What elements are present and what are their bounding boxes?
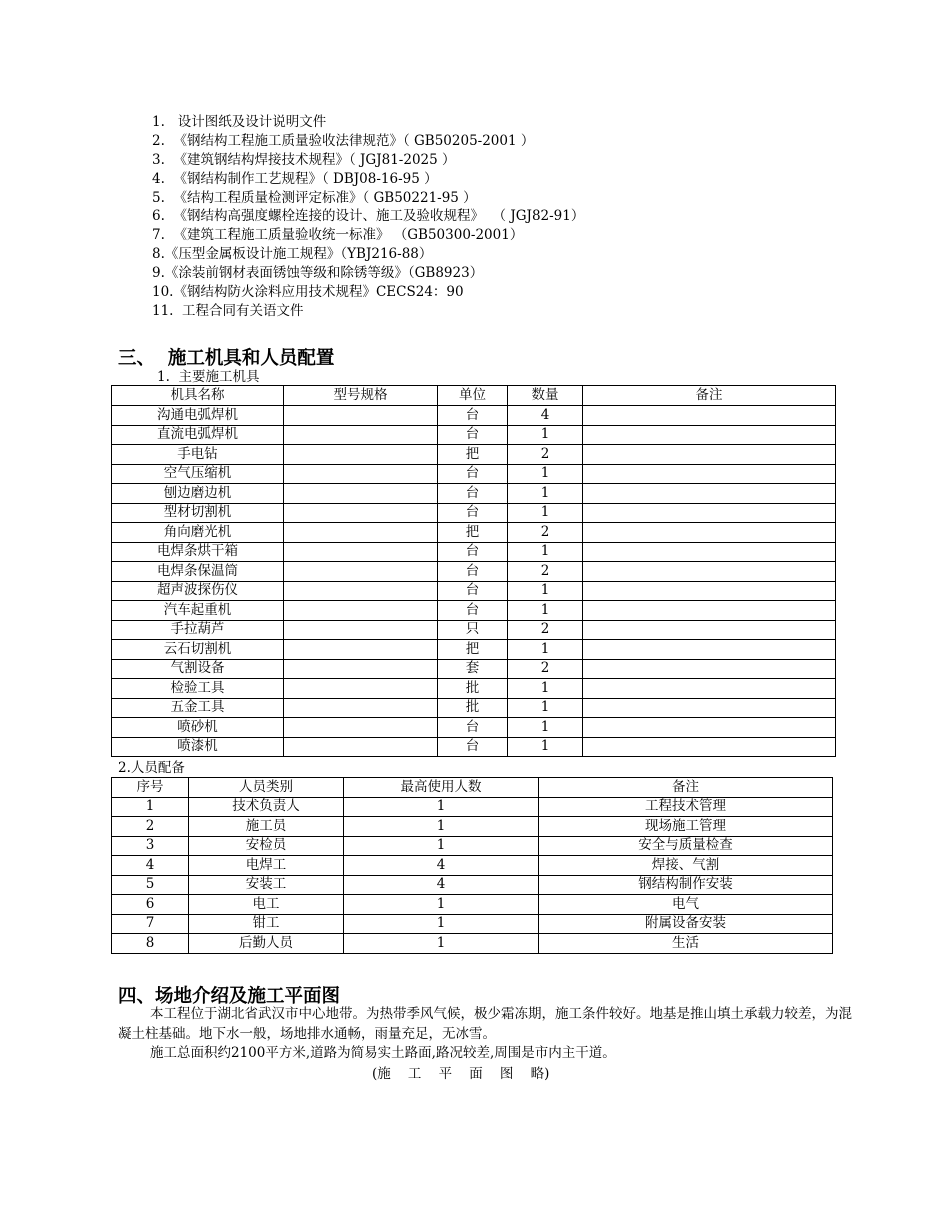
table-row (112, 737, 836, 757)
personnel-header-cell: 备注 (539, 778, 833, 798)
table-cell: 2 (508, 523, 583, 543)
table-cell (284, 464, 438, 484)
table-cell (284, 698, 438, 718)
table-cell: 1 (508, 698, 583, 718)
equipment-subtitle: 1. 主要施工机具 (157, 369, 260, 385)
table-cell: 4 (508, 406, 583, 426)
table-cell: 2 (508, 562, 583, 582)
reference-item: 2. 《钢结构工程施工质量验收法律规范》（ GB50205-2001 ） (152, 132, 535, 149)
table-cell: 喷砂机 (112, 718, 284, 738)
table-cell: 后勤人员 (189, 934, 344, 954)
table-cell: 手电钻 (112, 445, 284, 465)
table-cell: 把 (438, 523, 508, 543)
table-row (112, 464, 836, 484)
table-cell (284, 445, 438, 465)
personnel-table (111, 777, 833, 954)
table-cell: 电气 (539, 895, 833, 915)
table-cell: 4 (344, 856, 539, 876)
table-cell: 检验工具 (112, 679, 284, 699)
table-cell (284, 406, 438, 426)
table-cell: 1 (508, 464, 583, 484)
equipment-table (111, 385, 836, 757)
table-cell: 沟通电弧焊机 (112, 406, 284, 426)
table-cell: 1 (344, 934, 539, 954)
table-cell: 1 (344, 895, 539, 915)
table-cell: 1 (508, 679, 583, 699)
table-cell: 角向磨光机 (112, 523, 284, 543)
area-description-paragraph: 施工总面积约2100平方米,道路为简易实土路面,路况较差,周围是市内主干道。 (150, 1045, 616, 1061)
table-cell (583, 640, 836, 660)
table-cell: 施工员 (189, 817, 344, 837)
table-cell (583, 562, 836, 582)
personnel-header-cell: 序号 (112, 778, 189, 798)
table-cell: 气割设备 (112, 659, 284, 679)
table-cell (284, 503, 438, 523)
equipment-header-cell: 型号规格 (284, 386, 438, 406)
table-cell: 手拉葫芦 (112, 620, 284, 640)
table-row (112, 718, 836, 738)
reference-item: 4. 《钢结构制作工艺规程》（ DBJ08-16-95 ） (152, 170, 438, 187)
table-cell: 1 (508, 718, 583, 738)
table-cell: 把 (438, 445, 508, 465)
reference-item: 5. 《结构工程质量检测评定标准》（ GB50221-95 ） (152, 189, 477, 206)
table-cell (583, 503, 836, 523)
table-cell: 喷漆机 (112, 737, 284, 757)
reference-list (152, 113, 584, 321)
table-cell (583, 523, 836, 543)
table-cell: 把 (438, 640, 508, 660)
table-cell: 2 (508, 620, 583, 640)
table-cell: 安装工 (189, 875, 344, 895)
personnel-subtitle: 2.人员配备 (118, 760, 185, 776)
table-cell: 2 (112, 817, 189, 837)
table-cell (284, 737, 438, 757)
table-cell: 钢结构制作安装 (539, 875, 833, 895)
reference-item: 3. 《建筑钢结构焊接技术规程》（ JGJ81-2025 ） (152, 151, 456, 168)
table-cell: 台 (438, 581, 508, 601)
table-cell: 电焊工 (189, 856, 344, 876)
table-cell: 焊接、气割 (539, 856, 833, 876)
reference-item: 6. 《钢结构高强度螺栓连接的设计、施工及验收规程》 （ JGJ82-91） (152, 208, 585, 225)
personnel-header-cell: 最高使用人数 (344, 778, 539, 798)
section-3-title: 三、 施工机具和人员配置 (118, 348, 335, 369)
table-cell: 工程技术管理 (539, 797, 833, 817)
table-cell (583, 484, 836, 504)
table-cell: 5 (112, 875, 189, 895)
table-cell: 空气压缩机 (112, 464, 284, 484)
table-row (112, 836, 833, 856)
table-row (112, 484, 836, 504)
table-cell: 台 (438, 425, 508, 445)
table-row (112, 895, 833, 915)
table-cell: 台 (438, 718, 508, 738)
table-cell: 台 (438, 542, 508, 562)
table-cell: 安全与质量检查 (539, 836, 833, 856)
table-cell: 钳工 (189, 914, 344, 934)
table-cell: 超声波探伤仪 (112, 581, 284, 601)
equipment-header-cell: 单位 (438, 386, 508, 406)
table-cell (583, 679, 836, 699)
table-cell (583, 581, 836, 601)
equipment-header-cell: 数量 (508, 386, 583, 406)
table-cell: 1 (508, 581, 583, 601)
table-cell (583, 718, 836, 738)
table-row (112, 856, 833, 876)
table-cell (284, 581, 438, 601)
table-cell (583, 464, 836, 484)
table-row (112, 523, 836, 543)
table-cell (284, 562, 438, 582)
table-cell (583, 698, 836, 718)
table-row (112, 698, 836, 718)
table-row (112, 562, 836, 582)
table-cell: 台 (438, 503, 508, 523)
table-cell: 套 (438, 659, 508, 679)
table-cell (284, 718, 438, 738)
table-cell: 云石切割机 (112, 640, 284, 660)
table-row (112, 503, 836, 523)
table-cell (284, 542, 438, 562)
reference-item: 11. 工程合同有关语文件 (152, 302, 304, 319)
table-cell: 电焊条烘干箱 (112, 542, 284, 562)
table-row (112, 620, 836, 640)
table-cell: 1 (508, 484, 583, 504)
table-cell: 1 (344, 836, 539, 856)
table-cell: 型材切割机 (112, 503, 284, 523)
table-row (112, 445, 836, 465)
table-cell: 台 (438, 601, 508, 621)
section-4-title: 四、场地介绍及施工平面图 (118, 986, 341, 1007)
table-cell: 1 (508, 542, 583, 562)
table-row (112, 914, 833, 934)
table-row (112, 640, 836, 660)
table-cell: 安检员 (189, 836, 344, 856)
table-cell: 1 (112, 797, 189, 817)
table-cell: 台 (438, 406, 508, 426)
table-cell (583, 542, 836, 562)
table-cell: 台 (438, 484, 508, 504)
reference-item: 9.《涂装前钢材表面锈蚀等级和除锈等级》（GB8923） (152, 265, 484, 282)
table-cell: 台 (438, 562, 508, 582)
reference-item: 1. 设计图纸及设计说明文件 (152, 114, 327, 130)
table-cell (284, 659, 438, 679)
table-cell: 附属设备安装 (539, 914, 833, 934)
table-cell: 3 (112, 836, 189, 856)
table-cell: 台 (438, 737, 508, 757)
table-cell: 2 (508, 445, 583, 465)
table-row (112, 875, 833, 895)
table-cell: 1 (508, 737, 583, 757)
table-row (112, 601, 836, 621)
site-plan-caption: (施 工 平 面 图 略) (372, 1066, 550, 1082)
table-row (112, 934, 833, 954)
table-cell (284, 640, 438, 660)
table-cell: 电工 (189, 895, 344, 915)
table-cell (284, 484, 438, 504)
table-cell: 4 (112, 856, 189, 876)
table-cell: 批 (438, 698, 508, 718)
table-row (112, 659, 836, 679)
table-cell: 五金工具 (112, 698, 284, 718)
table-row (112, 679, 836, 699)
personnel-header-cell: 人员类别 (189, 778, 344, 798)
table-cell: 生活 (539, 934, 833, 954)
table-cell: 1 (344, 797, 539, 817)
table-cell: 汽车起重机 (112, 601, 284, 621)
table-cell: 直流电弧焊机 (112, 425, 284, 445)
table-cell (583, 737, 836, 757)
table-cell: 7 (112, 914, 189, 934)
table-cell: 电焊条保温筒 (112, 562, 284, 582)
table-cell: 现场施工管理 (539, 817, 833, 837)
table-cell: 8 (112, 934, 189, 954)
table-cell: 1 (508, 503, 583, 523)
table-row (112, 425, 836, 445)
reference-item: 10.《钢结构防火涂料应用技术规程》CECS24：90 (152, 284, 464, 301)
table-cell (284, 425, 438, 445)
table-cell: 4 (344, 875, 539, 895)
table-cell: 批 (438, 679, 508, 699)
table-cell: 刨边磨边机 (112, 484, 284, 504)
table-row (112, 581, 836, 601)
table-cell: 台 (438, 464, 508, 484)
equipment-header-cell: 备注 (583, 386, 836, 406)
table-cell: 只 (438, 620, 508, 640)
table-cell: 技术负责人 (189, 797, 344, 817)
table-cell: 6 (112, 895, 189, 915)
table-cell (583, 445, 836, 465)
table-cell (284, 523, 438, 543)
reference-item: 7. 《建筑工程施工质量验收统一标准》 （GB50300-2001） (152, 227, 524, 244)
table-cell: 2 (508, 659, 583, 679)
table-cell (583, 620, 836, 640)
table-cell (284, 679, 438, 699)
table-cell (583, 425, 836, 445)
table-cell (284, 601, 438, 621)
table-row (112, 797, 833, 817)
table-cell: 1 (508, 640, 583, 660)
table-cell (284, 620, 438, 640)
table-cell: 1 (344, 914, 539, 934)
site-description-paragraph: 本工程位于湖北省武汉市中心地带。为热带季风气候，极少霜冻期，施工条件较好。地基是推山填土承载力较差，为混凝土柱基础。地下水一般，场地排水通畅，雨量充足，无冰雪。 (118, 1006, 852, 1042)
table-cell: 1 (344, 817, 539, 837)
table-cell: 1 (508, 425, 583, 445)
table-row (112, 817, 833, 837)
table-cell (583, 601, 836, 621)
table-cell (583, 659, 836, 679)
table-row (112, 542, 836, 562)
reference-item: 8.《压型金属板设计施工规程》（YBJ216-88） (152, 246, 433, 263)
table-cell (583, 406, 836, 426)
table-cell: 1 (508, 601, 583, 621)
equipment-header-cell: 机具名称 (112, 386, 284, 406)
table-row (112, 406, 836, 426)
